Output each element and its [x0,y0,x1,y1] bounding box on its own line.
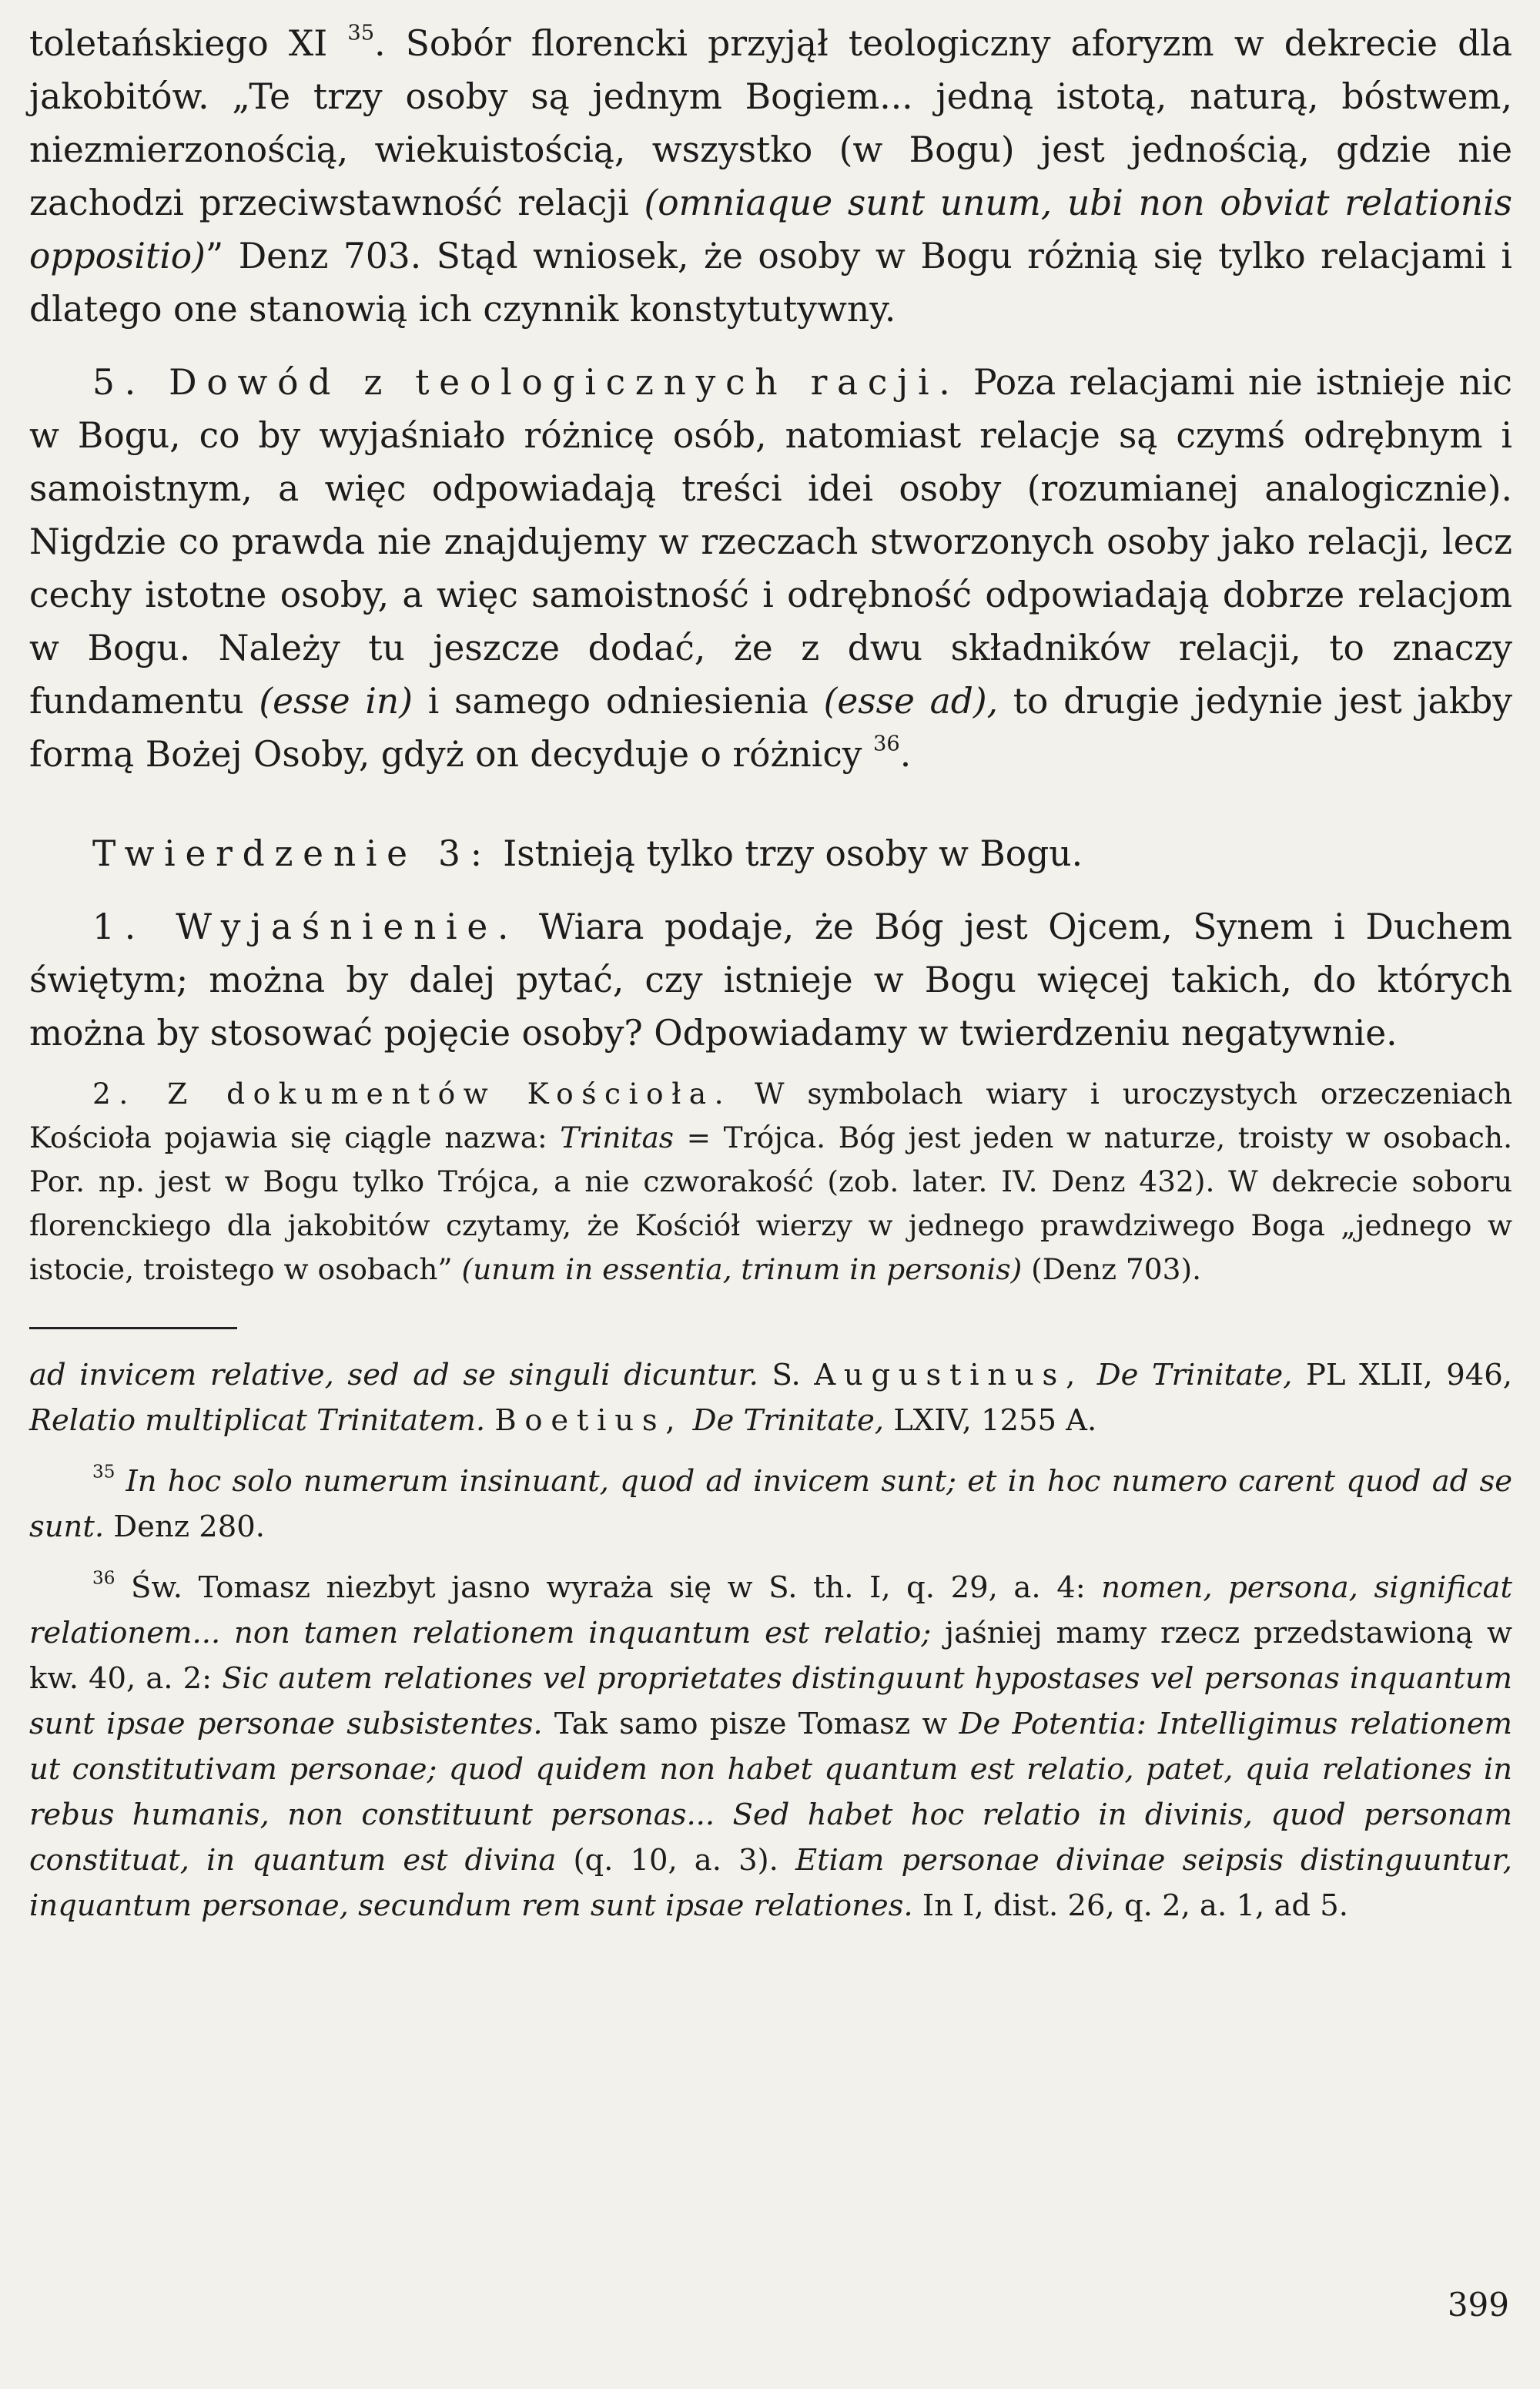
paragraph-explanation [29,900,1512,1060]
thesis-label: Twierdzenie 3: [92,833,492,874]
text-run: (q. 10, a. 3). [556,1843,795,1878]
text-run: LXIV, 1255 A. [883,1403,1097,1438]
author-name: Boetius, [494,1403,684,1438]
text-run: (Denz 703). [1022,1252,1201,1286]
footnote-divider [29,1327,237,1329]
work-title: De Trinitate, [692,1403,884,1438]
paragraph-council-florence [29,17,1512,336]
footnote-36 [29,1565,1512,1928]
text-run: Św. Tomasz niezbyt jasno wyraża się w S. th. I, q. 29, a. 4: [130,1570,1102,1605]
text-run: Denz 280. [104,1509,265,1544]
text-run: jaśniej mamy rzecz przedstawioną w kw. 40, a. 2: [29,1616,1512,1696]
latin-quote: nomen, persona, significat relationem... non tamen relationem inquantum est relatio; [29,1570,1512,1650]
footnote-number: 36 [92,1568,116,1589]
text-run: . [899,734,912,775]
text-run [1083,1358,1097,1392]
text-run: = Trójca. Bóg jest jeden w naturze, troisty w osobach. Por. np. jest w Bogu tylko Trójca, a nie czworakość (zob. later. IV. Denz 432). W dekrecie soboru florenckiego dla jakobitów czytamy, że Kościół wierzy w jednego prawdziwego Boga „jednego w istocie, troistego w osobach” [29,1121,1512,1286]
latin-term: (esse ad), [823,681,999,722]
paragraph-church-documents [29,1072,1512,1292]
church-documents-section [29,1072,1512,1292]
work-title: De Trinitate, [1096,1358,1293,1392]
latin-quote: (unum in essentia, trinum in personis) [461,1252,1023,1286]
text-run: ” Denz 703. Stąd wniosek, że osoby w Bogu różnią się tylko relacjami i dlatego one stanowią ich czynnik konstytutywny. [29,236,1512,330]
latin-quote: Sic autem relationes vel proprietates distinguunt hypostases vel personas inquantum sunt ipsae personae subsistentes. [29,1661,1512,1741]
text-run: i samego odniesienia [413,681,824,722]
footnote-35 [29,1459,1512,1550]
latin-quote: (omniaque sunt unum, ubi non obviat relationis oppositio) [29,183,1512,276]
text-run: toletańskiego XI [29,23,348,64]
latin-quote: In hoc solo numerum insinuant, quod ad invicem sunt; et in hoc numero carent quod ad se sunt. [29,1464,1512,1544]
paragraph-proof-theological [29,356,1512,781]
text-run [485,1403,494,1438]
text-run: to drugie jedynie jest jakby formą Bożej Osoby, gdyż on decyduje o różnicy [29,681,1512,775]
thesis-text: Istnieją tylko trzy osoby w Bogu. [491,833,1083,874]
text-run: Poza relacjami nie istnieje nic w Bogu, co by wyjaśniało różnicę osób, natomiast relacje są czymś odrębnym i samoistnym, a więc odpowiadają treści idei osoby (rozumianej analogicznie). Nigdzie co prawda nie znajdujemy w rzeczach stworzonych osoby jako relacji, lecz cechy istotne osoby, a więc samoistność i odrębność odpowiadają dobrze relacjom w Bogu. Należy tu jeszcze dodać, że z dwu składników relacji, to znaczy fundamentu [29,362,1512,722]
text-run: . Sobór florencki przyjął teologiczny aforyzm w dekrecie dla jakobitów. „Te trzy osoby są jednym Bogiem... jedną istotą, naturą, bóstwem, niezmierzonością, wiekuistością, wszystko (w Bogu) jest jednością, gdzie nie zachodzi przeciwstawność relacji [29,23,1512,223]
latin-quote: Relatio multiplicat Trinitatem. [29,1403,486,1438]
text-run: PL XLII, 946, [1292,1358,1513,1392]
text-run: Wiara podaje, że Bóg jest Ojcem, Synem i Duchem świętym; można by dalej pytać, czy istnieje w Bogu więcej takich, do których można by stosować pojęcie osoby? Odpowiadamy w twierdzeniu negatywnie. [29,906,1512,1054]
author-name: Augustinus, [814,1358,1084,1392]
text-run [683,1403,692,1438]
text-run: S. [758,1358,815,1392]
thesis-3 [29,827,1512,880]
section-heading: 5. Dowód z teologicznych racji. [92,362,960,403]
latin-term: Trinitas [560,1121,675,1154]
text-run: In I, dist. 26, q. 2, a. 1, ad 5. [912,1888,1349,1923]
footnote-continuation [29,1352,1512,1443]
footnote-number: 35 [92,1462,116,1483]
text-run: W symbolach wiary i uroczystych orzeczeniach Kościoła pojawia się ciągle nazwa: [29,1077,1512,1154]
section-heading: 1. Wyjaśnienie. [92,906,519,947]
footnote-ref-35[interactable]: 35 [347,21,375,45]
latin-quote: ad invicem relative, sed ad se singuli dicuntur. [29,1358,758,1392]
main-text [29,17,1512,1060]
latin-term: (esse in) [259,681,413,722]
page-number: 399 [1447,2286,1509,2324]
text-run: Tak samo pisze Tomasz w [542,1707,959,1741]
footnote-ref-36[interactable]: 36 [872,732,900,756]
latin-quote: De Potentia: Intelligimus relationem ut constitutivam personae; quod quidem non habet quantum est relatio, patet, quia relationes in rebus humanis, non constituunt personas... Sed habet hoc relatio in divinis, quod personam constituat, in quantum est divina [29,1707,1512,1878]
footnotes [29,1352,1512,1928]
section-heading: 2. Z dokumentów Kościoła. [92,1077,732,1111]
latin-quote: Etiam personae divinae seipsis distinguuntur, inquantum personae, secundum rem sunt ipsae relationes. [29,1843,1512,1923]
